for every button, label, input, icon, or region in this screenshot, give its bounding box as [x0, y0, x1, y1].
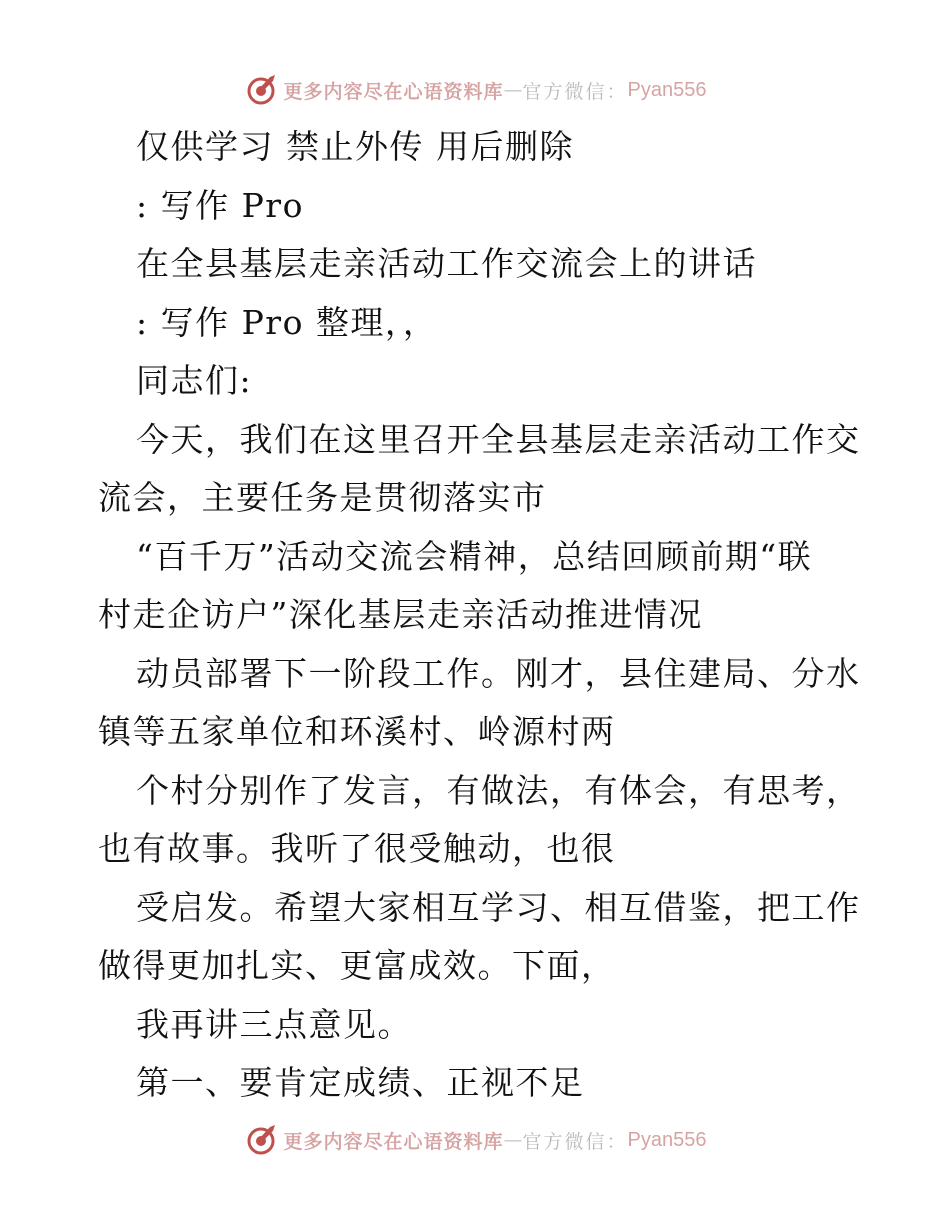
watermark-wechat-id: Pyan556: [627, 1128, 707, 1151]
document-line: “百千万”活动交流会精神，总结回顾前期“联: [136, 536, 813, 576]
watermark-wechat-label: 官方微信：: [522, 80, 628, 103]
watermark-site-text: 更多内容尽在心语资料库: [283, 80, 504, 103]
document-line: 做得更加扎实、更富成效。下面，: [98, 946, 616, 985]
document-line: : 写作 Pro 整理，，: [136, 302, 438, 342]
footer-watermark: [0, 1120, 950, 1160]
document-line: 我再讲三点意见。: [136, 1004, 412, 1044]
document-body: [98, 118, 861, 1113]
document-line: 受启发。希望大家相互学习、相互借鉴，把工作: [136, 887, 861, 927]
document-line: 村走企访户”深化基层走亲活动推进情况: [98, 595, 703, 634]
watermark-separator: —: [503, 79, 523, 101]
document-line: 在全县基层走亲活动工作交流会上的讲话: [136, 244, 757, 283]
quill-logo-icon: [244, 73, 278, 107]
document-line: 第一、要肯定成绩、正视不足: [136, 1063, 585, 1102]
document-line: 流会，主要任务是贯彻落实市: [98, 478, 547, 517]
watermark-wechat-id: Pyan556: [627, 78, 707, 101]
document-line: 仅供学习 禁止外传 用后删除: [136, 127, 574, 166]
watermark-wechat-label: 官方微信：: [522, 1130, 628, 1153]
watermark-site-text: 更多内容尽在心语资料库: [283, 1130, 504, 1153]
document-line: 个村分别作了发言，有做法，有体会，有思考，: [136, 770, 861, 810]
document-line: 也有故事。我听了很受触动，也很: [98, 829, 616, 868]
document-line: 动员部署下一阶段工作。刚才，县住建局、分水: [136, 653, 861, 693]
document-line: 同志们:: [136, 361, 253, 400]
document-line: 今天，我们在这里召开全县基层走亲活动工作交: [136, 419, 861, 459]
watermark-separator: —: [503, 1129, 523, 1151]
quill-logo-icon: [244, 1123, 278, 1157]
document-line: : 写作 Pro: [136, 185, 304, 225]
document-line: 镇等五家单位和环溪村、岭源村两: [98, 712, 616, 751]
header-watermark: [0, 70, 950, 110]
